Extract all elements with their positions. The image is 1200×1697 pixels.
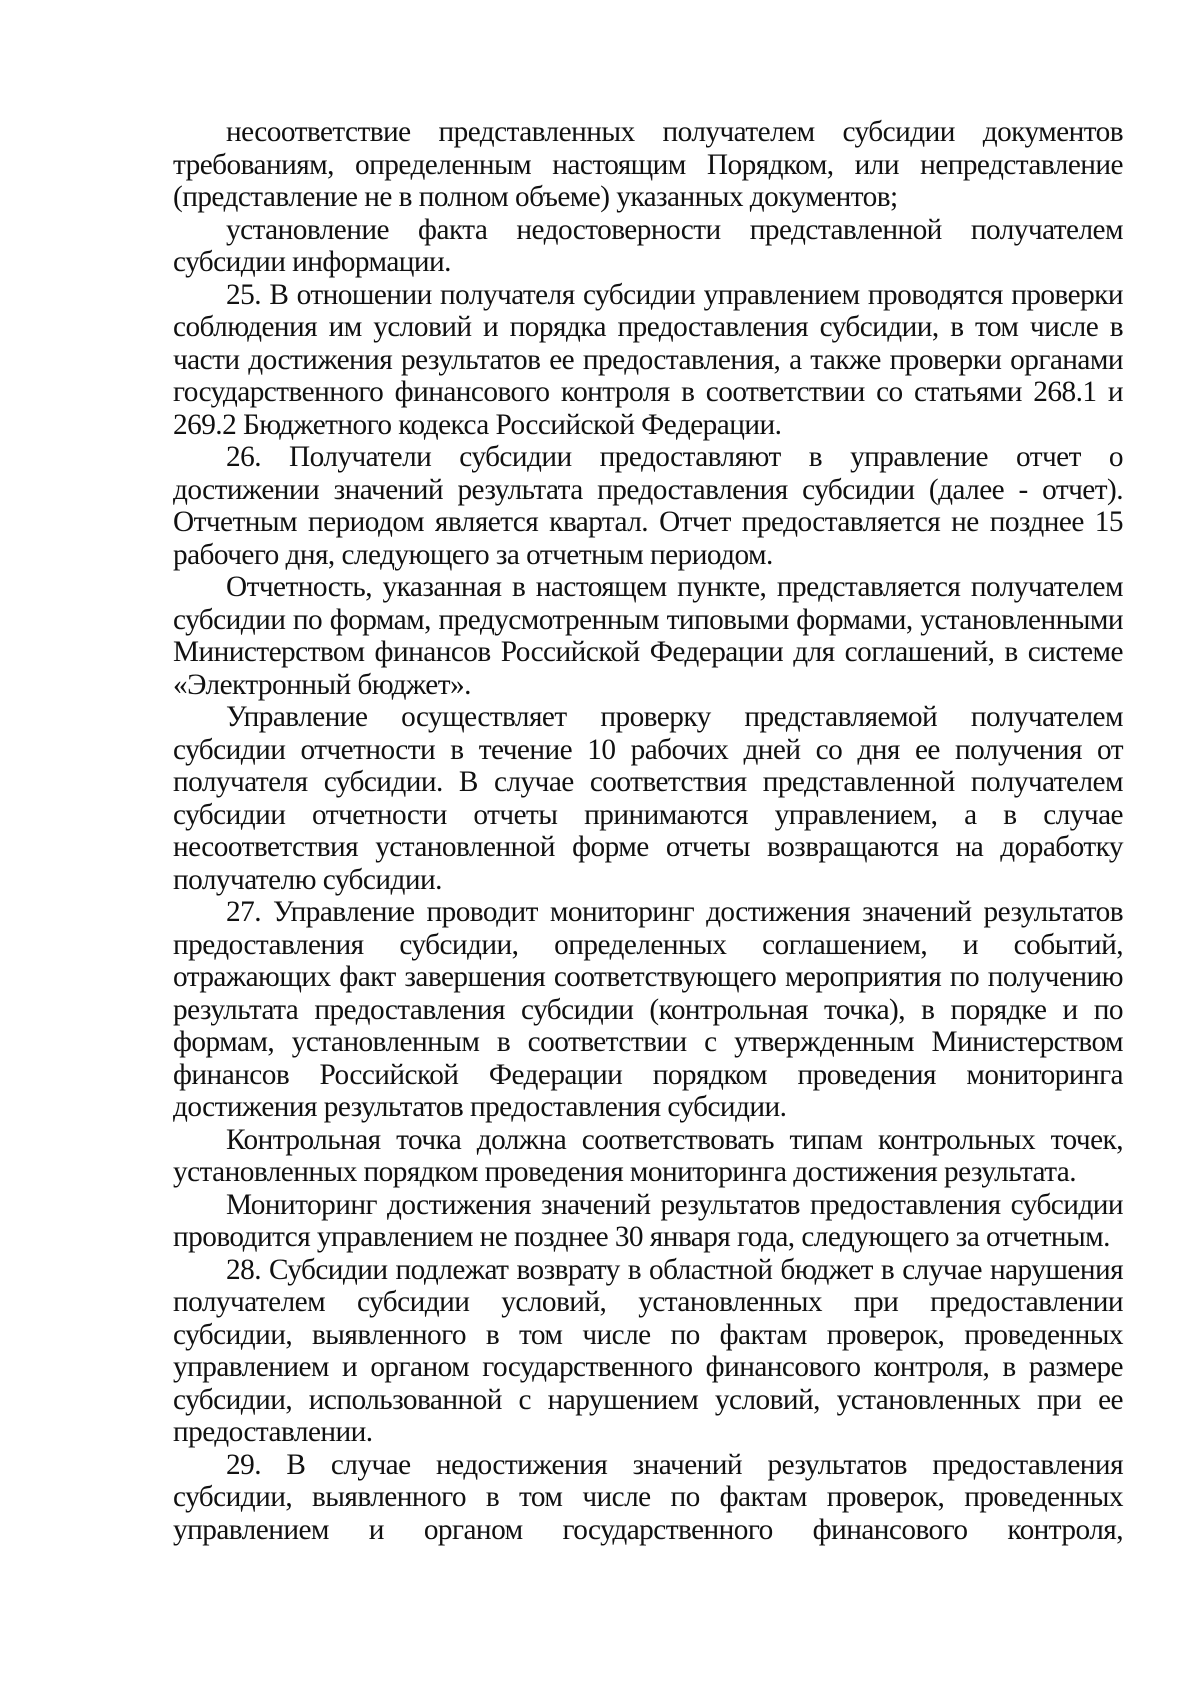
- paragraph-29-nonachievement: 29. В случае недостижения значений результатов предоставления субсидии, выявленного в том числе по фактам проверок, проведенных управлением и органом государственного финансового контроля,: [173, 1448, 1123, 1546]
- paragraph-27-monitoring: 27. Управление проводит мониторинг достижения значений результатов предоставления субсидии, определенных соглашением, и событий, отражающих факт завершения соответствующего мероприятия по получению результата предоставления субсидии (контрольная точка), в порядке и по формам, установленным в соответствии с утвержденным Министерством финансов Российской Федерации порядком проведения мониторинга достижения результатов предоставления субсидии.: [173, 896, 1123, 1123]
- paragraph-25-inspections: 25. В отношении получателя субсидии управлением проводятся проверки соблюдения им условий и порядка предоставления субсидии, в том числе в части достижения результатов ее предоставления, а также проверки органами государственного финансового контроля в соответствии со статьями 268.1 и 269.2 Бюджетного кодекса Российской Федерации.: [173, 278, 1123, 441]
- paragraph-report-verification: Управление осуществляет проверку представляемой получателем субсидии отчетности в течение 10 рабочих дней со дня ее получения от получателя субсидии. В случае соответствия представленной получателем субсидии отчетности отчеты принимаются управлением, а в случае несоответствия установленной форме отчеты возвращаются на доработку получателю субсидии.: [173, 701, 1123, 896]
- paragraph-reporting-forms: Отчетность, указанная в настоящем пункте, представляется получателем субсидии по формам, предусмотренным типовыми формами, установленными Министерством финансов Российской Федерации для соглашений, в системе «Электронный бюджет».: [173, 571, 1123, 701]
- document-body: [173, 116, 1123, 1546]
- paragraph-control-point: Контрольная точка должна соответствовать типам контрольных точек, установленных порядком проведения мониторинга достижения результата.: [173, 1123, 1123, 1188]
- paragraph-noncompliance: несоответствие представленных получателем субсидии документов требованиям, определенным настоящим Порядком, или непредставление (представление не в полном объеме) указанных документов;: [173, 116, 1123, 213]
- paragraph-26-report: 26. Получатели субсидии предоставляют в управление отчет о достижении значений результата предоставления субсидии (далее - отчет). Отчетным периодом является квартал. Отчет предоставляется не позднее 15 рабочего дня, следующего за отчетным периодом.: [173, 441, 1123, 571]
- paragraph-28-refund: 28. Субсидии подлежат возврату в областной бюджет в случае нарушения получателем субсидии условий, установленных при предоставлении субсидии, выявленного в том числе по фактам проверок, проведенных управлением и органом государственного финансового контроля, в размере субсидии, использованной с нарушением условий, установленных при ее предоставлении.: [173, 1253, 1123, 1448]
- paragraph-unreliable-info: установление факта недостоверности представленной получателем субсидии информации.: [173, 213, 1123, 278]
- paragraph-monitoring-deadline: Мониторинг достижения значений результатов предоставления субсидии проводится управлением не позднее 30 января года, следующего за отчетным.: [173, 1188, 1123, 1253]
